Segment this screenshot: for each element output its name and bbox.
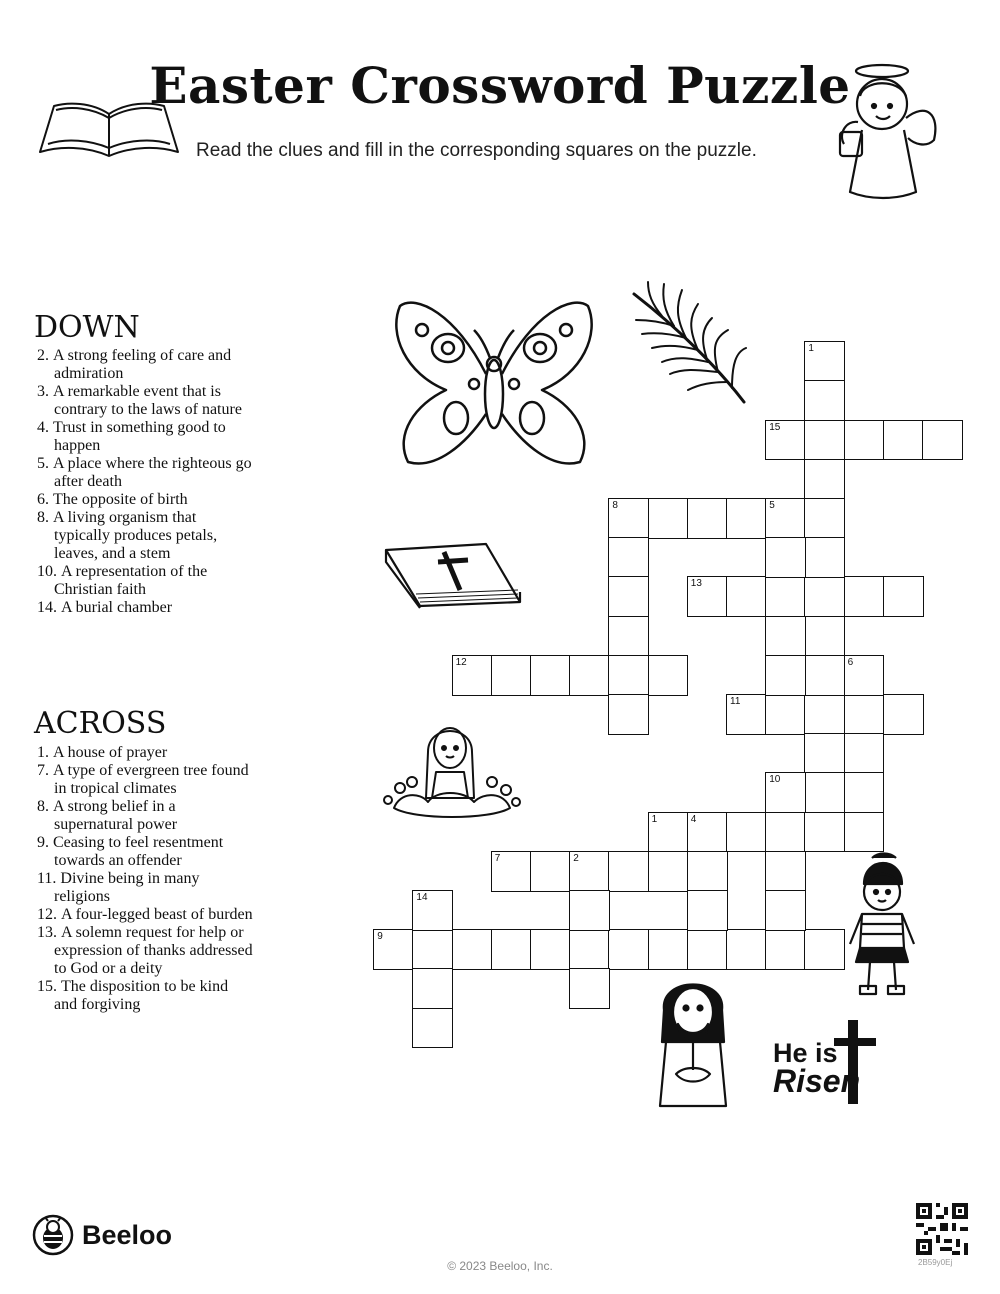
down-clue-number: 4. xyxy=(37,419,49,436)
crossword-cell[interactable] xyxy=(844,694,885,735)
crossword-cell[interactable] xyxy=(373,929,414,970)
cell-number: 10 xyxy=(769,774,781,786)
across-clue-text: A four-legged beast of burden xyxy=(61,906,253,923)
crossword-cell[interactable] xyxy=(844,420,885,461)
crossword-cell[interactable] xyxy=(765,655,806,696)
crossword-cell[interactable] xyxy=(804,380,845,421)
crossword-cell[interactable] xyxy=(569,655,610,696)
crossword-cell[interactable] xyxy=(883,694,924,735)
across-clue-text: Divine being in many religions xyxy=(54,870,200,905)
crossword-cell[interactable] xyxy=(804,420,845,461)
cell-number: 14 xyxy=(416,892,428,903)
crossword-cell[interactable] xyxy=(765,694,806,735)
crossword-cell[interactable] xyxy=(412,890,453,931)
crossword-cell[interactable] xyxy=(569,968,610,1009)
crossword-cell[interactable] xyxy=(765,537,806,578)
qr-code-icon xyxy=(916,1203,968,1255)
open-book-icon xyxy=(36,96,182,162)
down-clue xyxy=(34,419,254,455)
crossword-cell[interactable] xyxy=(687,812,728,853)
crossword-cell[interactable] xyxy=(608,537,649,578)
crossword-cell[interactable] xyxy=(765,929,806,970)
crossword-cell[interactable] xyxy=(687,498,728,539)
crossword-cell[interactable] xyxy=(452,929,493,970)
cell-number: 9 xyxy=(377,931,383,943)
down-clue-text: A representation of the Christian faith xyxy=(54,563,208,598)
crossword-cell[interactable] xyxy=(608,929,649,970)
crossword-cell[interactable] xyxy=(726,812,767,853)
crossword-cell[interactable] xyxy=(804,772,845,813)
crossword-cell[interactable] xyxy=(765,812,806,853)
crossword-cell[interactable] xyxy=(569,851,610,892)
crossword-cell[interactable] xyxy=(883,576,924,617)
crossword-cell[interactable] xyxy=(804,537,845,578)
cell-number: 13 xyxy=(690,578,702,590)
down-clue-number: 14. xyxy=(37,599,57,616)
across-clue xyxy=(34,870,254,906)
he-is-text: He is xyxy=(773,1038,838,1068)
page-title: Easter Crossword Puzzle xyxy=(149,56,851,115)
crossword-cell[interactable] xyxy=(804,341,845,382)
down-clue-text: A place where the righteous go after death xyxy=(53,455,252,490)
brand-name: Beeloo xyxy=(82,1219,173,1250)
risen-text: Risen xyxy=(773,1063,861,1099)
palm-leaf-icon xyxy=(628,278,750,406)
crossword-cell[interactable] xyxy=(765,890,806,931)
down-clue xyxy=(34,599,254,617)
crossword-cell[interactable] xyxy=(491,929,532,970)
crossword-cell[interactable] xyxy=(412,929,453,970)
crossword-cell[interactable] xyxy=(804,459,845,500)
down-clue-number: 8. xyxy=(37,509,49,526)
across-clue-number: 11. xyxy=(37,870,57,887)
crossword-cell[interactable] xyxy=(648,812,689,853)
crossword-cell[interactable] xyxy=(804,694,845,735)
down-clue-text: A burial chamber xyxy=(61,599,173,616)
across-clue-text: A strong belief in a supernatural power xyxy=(53,798,178,833)
across-clue xyxy=(34,924,254,978)
crossword-cell[interactable] xyxy=(569,929,610,970)
across-clue-number: 12. xyxy=(37,906,57,923)
cell-number: 1 xyxy=(808,343,814,355)
crossword-cell[interactable] xyxy=(412,1008,453,1049)
crossword-cell[interactable] xyxy=(844,576,885,617)
crossword-cell[interactable] xyxy=(765,616,806,657)
crossword-cell[interactable] xyxy=(608,655,649,696)
cell-number: 15 xyxy=(769,421,781,433)
crossword-cell[interactable] xyxy=(648,498,689,539)
crossword-cell[interactable] xyxy=(726,498,767,539)
cell-number: 4 xyxy=(690,813,697,825)
crossword-cell[interactable] xyxy=(883,420,924,461)
crossword-cell[interactable] xyxy=(844,772,885,813)
crossword-cell[interactable] xyxy=(844,733,885,774)
across-clue-text: Ceasing to feel resentment towards an offender xyxy=(53,834,224,869)
crossword-cell[interactable] xyxy=(648,929,689,970)
across-clue-text: A type of evergreen tree found in tropical climates xyxy=(53,762,249,797)
crossword-cell[interactable] xyxy=(491,655,532,696)
crossword-cell[interactable] xyxy=(491,851,532,892)
down-clue-list xyxy=(34,347,254,617)
crossword-cell[interactable] xyxy=(530,929,571,970)
cell-number: 1 xyxy=(651,813,658,825)
down-heading: DOWN xyxy=(34,310,140,345)
crossword-cell[interactable] xyxy=(687,851,728,892)
crossword-cell[interactable] xyxy=(608,694,649,735)
down-clue xyxy=(34,383,254,419)
crossword-cell[interactable] xyxy=(765,420,806,461)
across-heading: ACROSS xyxy=(34,706,167,741)
copyright: © 2023 Beeloo, Inc. xyxy=(447,1259,553,1273)
across-clue-number: 8. xyxy=(37,798,49,815)
crossword-cell[interactable] xyxy=(726,929,767,970)
across-clue xyxy=(34,744,254,762)
mary-icon xyxy=(380,712,524,822)
across-clue xyxy=(34,978,254,1014)
crossword-cell[interactable] xyxy=(530,655,571,696)
jesus-icon xyxy=(650,970,736,1112)
crossword-cell[interactable] xyxy=(608,616,649,657)
across-clue xyxy=(34,834,254,870)
crossword-cell[interactable] xyxy=(804,498,845,539)
butterfly-icon xyxy=(386,294,602,470)
bee-logo-icon xyxy=(32,1214,74,1256)
down-clue-number: 5. xyxy=(37,455,49,472)
across-clue-number: 15. xyxy=(37,978,57,995)
down-clue-number: 10. xyxy=(37,563,57,580)
down-clue xyxy=(34,491,254,509)
crossword-cell[interactable] xyxy=(452,655,493,696)
down-clue-number: 3. xyxy=(37,383,49,400)
crossword-cell[interactable] xyxy=(765,772,806,813)
crossword-cell[interactable] xyxy=(687,576,728,617)
across-clue xyxy=(34,762,254,798)
down-clue-text: A remarkable event that is contrary to the laws of nature xyxy=(53,383,242,418)
crossword-cell[interactable] xyxy=(608,851,649,892)
angel-icon xyxy=(830,62,942,202)
bible-icon xyxy=(382,540,524,610)
crossword-cell[interactable] xyxy=(569,890,610,931)
down-clue xyxy=(34,509,254,563)
crossword-cell[interactable] xyxy=(648,851,689,892)
crossword-cell[interactable] xyxy=(804,655,845,696)
crossword-cell[interactable] xyxy=(412,968,453,1009)
across-clue xyxy=(34,906,254,924)
across-clue-text: A house of prayer xyxy=(53,744,168,761)
crossword-cell[interactable] xyxy=(844,812,885,853)
crossword-cell[interactable] xyxy=(844,655,885,696)
down-clue xyxy=(34,563,254,599)
down-clue-text: The opposite of birth xyxy=(53,491,188,508)
crossword-cell[interactable] xyxy=(608,576,649,617)
down-clue-text: Trust in something good to happen xyxy=(53,419,226,454)
crossword-cell[interactable] xyxy=(530,851,571,892)
crossword-cell[interactable] xyxy=(804,616,845,657)
cell-number: 8 xyxy=(612,500,618,511)
crossword-cell[interactable] xyxy=(804,812,845,853)
across-clue-number: 9. xyxy=(37,834,49,851)
crossword-cell[interactable] xyxy=(765,576,806,617)
across-clue-text: A solemn request for help or expression of thanks addressed to God or a deity xyxy=(54,924,253,977)
down-clue-text: A living organism that typically produces petals, leaves, and a stem xyxy=(53,509,218,562)
document-code: 2B59y0Ej xyxy=(918,1258,953,1267)
crossword-cell[interactable] xyxy=(687,890,728,931)
cell-number: 2 xyxy=(573,852,579,864)
across-clue-number: 13. xyxy=(37,924,57,941)
he-is-risen xyxy=(773,1038,860,1100)
down-clue xyxy=(34,347,254,383)
page-subtitle: Read the clues and fill in the corresponding squares on the puzzle. xyxy=(196,140,757,161)
down-clue-number: 2. xyxy=(37,347,49,364)
brand xyxy=(32,1214,172,1256)
crossword-cell[interactable] xyxy=(726,694,767,735)
cell-number: 7 xyxy=(494,852,501,864)
crossword-cell[interactable] xyxy=(922,420,963,461)
across-clue-text: The disposition to be kind and forgiving xyxy=(54,978,229,1013)
soldier-icon xyxy=(842,852,918,998)
across-clue-list xyxy=(34,744,254,1014)
crossword-cell[interactable] xyxy=(804,576,845,617)
down-clue-text: A strong feeling of care and admiration xyxy=(53,347,232,382)
crossword-cell[interactable] xyxy=(804,929,845,970)
down-clue xyxy=(34,455,254,491)
across-clue-number: 7. xyxy=(37,762,49,779)
crossword-cell[interactable] xyxy=(726,576,767,617)
crossword-cell[interactable] xyxy=(608,498,649,539)
across-clue-number: 1. xyxy=(37,744,49,761)
crossword-cell[interactable] xyxy=(687,929,728,970)
cell-number: 12 xyxy=(455,656,467,668)
crossword-cell[interactable] xyxy=(648,655,689,696)
cell-number: 11 xyxy=(730,696,741,707)
cell-number: 6 xyxy=(847,656,854,668)
cell-number: 5 xyxy=(769,500,775,511)
crossword-cell[interactable] xyxy=(765,498,806,539)
down-clue-number: 6. xyxy=(37,491,49,508)
crossword-cell[interactable] xyxy=(765,851,806,892)
crossword-cell[interactable] xyxy=(804,733,845,774)
across-clue xyxy=(34,798,254,834)
